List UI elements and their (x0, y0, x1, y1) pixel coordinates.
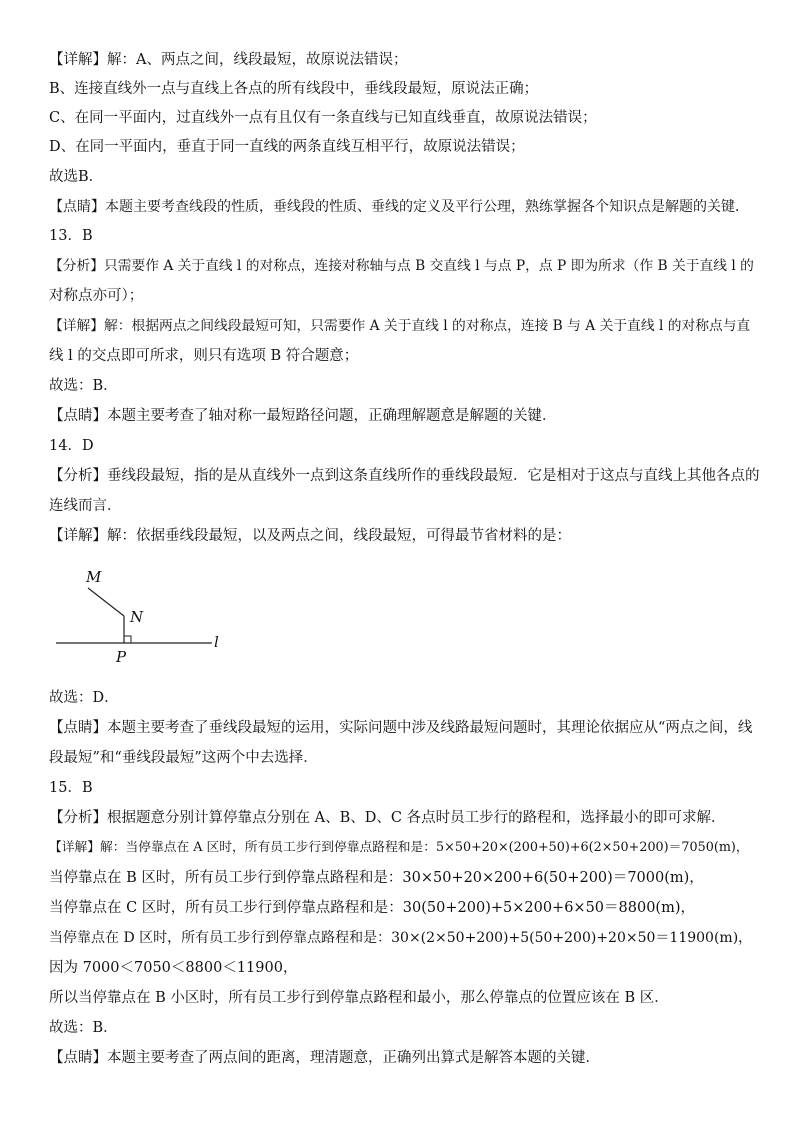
text-line: 故选B． (49, 169, 104, 185)
text-line: 段最短”和“垂线段最短”这两个中去选择． (49, 750, 318, 766)
text-line: 【点睛】本题主要考查线段的性质，垂线段的性质、垂线的定义及平行公理，熟练掌握各个知识点是解题的关键． (49, 199, 749, 215)
question-number: 13．B (49, 228, 93, 244)
text-line: 线 l 的交点即可所求，则只有选项 B 符合题意； (49, 348, 359, 364)
segment-mn (88, 588, 124, 616)
text-line: C、在同一平面内，过直线外一点有且仅有一条直线与已知直线垂直，故原说法错误； (49, 110, 597, 126)
question-number: 14．D (49, 438, 94, 454)
text-line: 故选：D． (49, 690, 119, 706)
text-line: 故选：B． (49, 378, 118, 394)
label-n: N (130, 608, 144, 626)
text-line: 当停靠点在 C 区时，所有员工步行到停靠点路程和是：30(50+200)+5×200+6×50＝8800(m)， (49, 900, 695, 916)
text-line: 当停靠点在 D 区时，所有员工步行到停靠点路程和是：30×(2×50+200)+5(50+200)+20×50＝11900(m)， (49, 930, 753, 946)
geometry-diagram (52, 566, 242, 666)
right-angle-mark (124, 636, 131, 643)
text-line: 【点睛】本题主要考查了垂线段最短的运用，实际问题中涉及线路最短问题时，其理论依据应从“两点之间，线 (49, 720, 753, 736)
text-line: 【分析】根据题意分别计算停靠点分别在 A、B、D、C 各点时员工步行的路程和，选择最小的即可求解． (49, 810, 726, 826)
label-p: P (116, 648, 127, 666)
text-line: B、连接直线外一点与直线上各点的所有线段中，垂线段最短，原说法正确； (49, 81, 539, 97)
text-line: 因为 7000＜7050＜8800＜11900， (49, 960, 298, 976)
text-line: 【点睛】本题主要考查了两点间的距离，理清题意，正确列出算式是解答本题的关键． (49, 1050, 600, 1066)
text-line: 【详解】解：A、两点之间，线段最短，故原说法错误； (49, 52, 408, 68)
label-l: l (214, 633, 219, 651)
label-m: M (86, 568, 102, 586)
text-line: 当停靠点在 B 区时，所有员工步行到停靠点路程和是：30×50+20×200+6(50+200)＝7000(m)， (49, 870, 704, 886)
text-line: 【详解】解：当停靠点在 A 区时，所有员工步行到停靠点路程和是：5×50+20×(200+50)+6(2×50+200)＝7050(m)， (49, 840, 749, 855)
text-line: 对称点亦可）； (49, 288, 144, 304)
text-line: 【详解】解：根据两点之间线段最短可知，只需要作 A 关于直线 l 的对称点，连接 B 与 A 关于直线 l 的对称点与直 (49, 318, 751, 334)
question-number: 15．B (49, 780, 93, 796)
text-line: 【分析】垂线段最短，指的是从直线外一点到这条直线所作的垂线段最短．它是相对于这点与直线上其他各点的 (49, 468, 760, 484)
text-line: 所以当停靠点在 B 小区时，所有员工步行到停靠点路程和最小，那么停靠点的位置应该在 B 区． (49, 990, 669, 1006)
text-line: 连线而言． (49, 498, 122, 514)
text-line: D、在同一平面内，垂直于同一直线的两条直线互相平行，故原说法错误； (49, 139, 525, 155)
text-line: 【点睛】本题主要考查了轴对称一最短路径问题，正确理解题意是解题的关键． (49, 408, 557, 424)
text-line: 故选：B． (49, 1020, 118, 1036)
text-line: 【分析】只需要作 A 关于直线 l 的对称点，连接对称轴与点 B 交直线 l 与点 P，点 P 即为所求（作 B 关于直线 l 的 (49, 258, 754, 274)
text-line: 【详解】解：依据垂线段最短，以及两点之间，线段最短，可得最节省材料的是： (49, 528, 571, 544)
perpendicular-figure (52, 566, 242, 666)
